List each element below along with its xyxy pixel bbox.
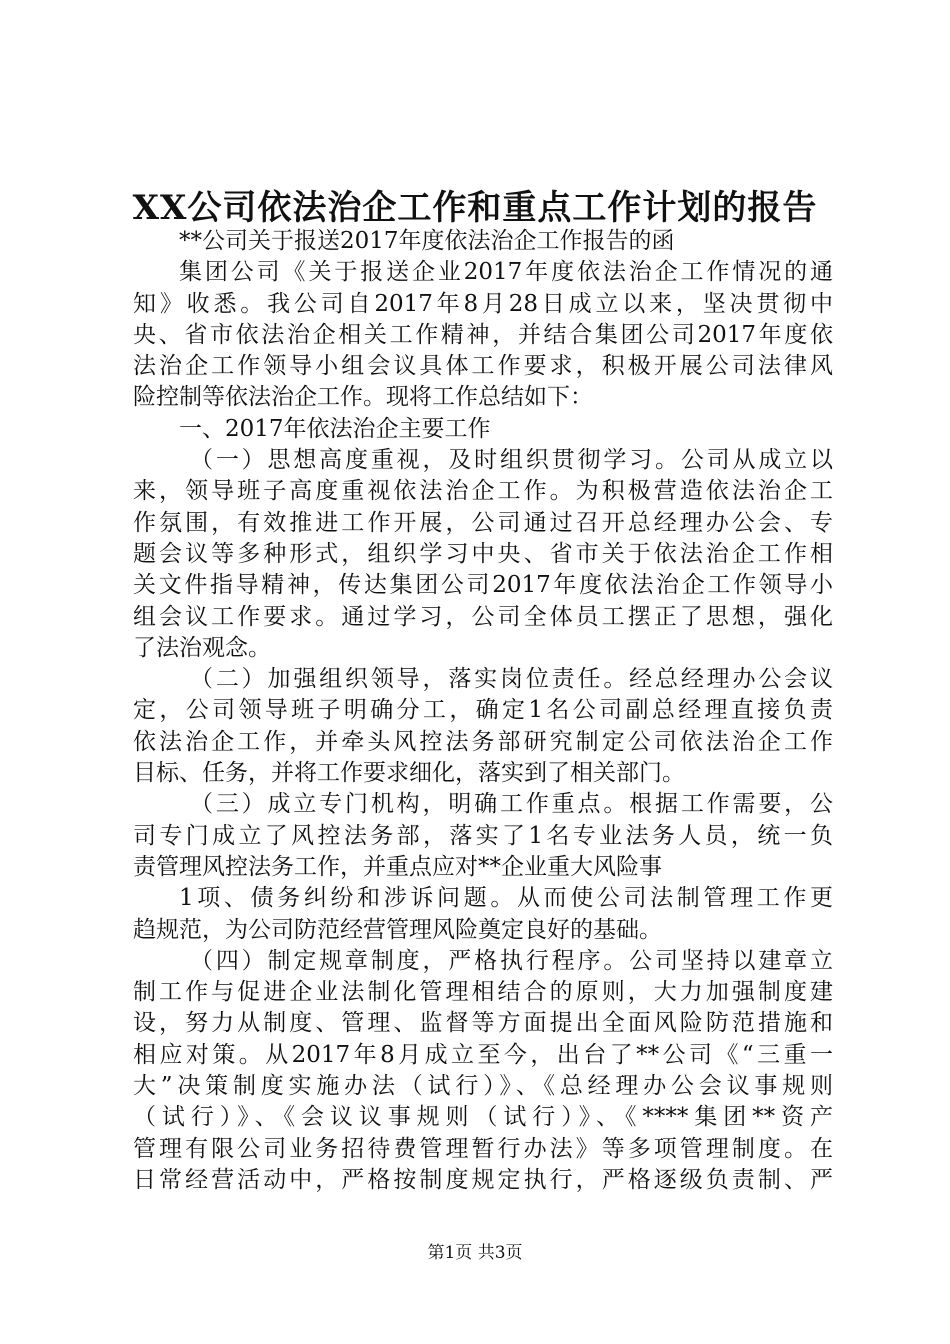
paragraph-line: 设，努力从制度、管理、监督等方面提出全面风险防范措施和 xyxy=(133,1010,833,1037)
paragraph-line: 日常经营活动中，严格按制度规定执行，严格逐级负责制、严 xyxy=(133,1166,833,1193)
paragraph-line: 管理有限公司业务招待费管理暂行办法》等多项管理制度。在 xyxy=(133,1135,833,1162)
document-title: XX公司依法治企工作和重点工作计划的报告 xyxy=(132,188,818,228)
paragraph-line: 知》收悉。我公司自2017年8月28日成立以来，坚决贯彻中 xyxy=(133,290,833,317)
paragraph-line: 央、省市依法治企相关工作精神，并结合集团公司2017年度依 xyxy=(133,321,833,348)
paragraph-line: 大”决策制度实施办法（试行）》、《总经理办公会议事规则 xyxy=(133,1073,833,1100)
section-heading: 一、2017年依法治企主要工作 xyxy=(179,415,491,442)
paragraph-line: 依法治企工作，并牵头风控法务部研究制定公司依法治企工作 xyxy=(133,728,833,755)
paragraph-line: 相应对策。从2017年8月成立至今，出台了**公司《“三重一 xyxy=(133,1041,833,1068)
paragraph-line: 作氛围，有效推进工作开展，公司通过召开总经理办公会、专 xyxy=(133,509,833,536)
document-body xyxy=(133,226,833,1196)
paragraph-line: 责管理风控法务工作，并重点应对**企业重大风险事 xyxy=(133,853,662,880)
paragraph-line: 趋规范，为公司防范经营管理风险奠定良好的基础。 xyxy=(133,916,662,943)
paragraph-line: （一）思想高度重视，及时组织贯彻学习。公司从成立以 xyxy=(190,447,833,474)
paragraph-line: （试行）》、《会议议事规则（试行）》、《****集团**资产 xyxy=(133,1104,833,1131)
paragraph-line: 定，公司领导班子明确分工，确定1名公司副总经理直接负责 xyxy=(133,697,833,724)
subject-line: **公司关于报送2017年度依法治企工作报告的函 xyxy=(179,228,675,254)
paragraph-line: （二）加强组织领导，落实岗位责任。经总经理办公会议 xyxy=(190,666,833,693)
paragraph-line: 关文件指导精神，传达集团公司2017年度依法治企工作领导小 xyxy=(133,572,833,599)
paragraph-line: 了法治观念。 xyxy=(133,634,271,661)
paragraph-line: 题会议等多种形式，组织学习中央、省市关于依法治企工作相 xyxy=(133,540,833,567)
paragraph-line: 目标、任务，并将工作要求细化，落实到了相关部门。 xyxy=(133,760,685,787)
page-number-footer: 第1页 共3页 xyxy=(427,1243,523,1263)
paragraph-line: 法治企工作领导小组会议具体工作要求，积极开展公司法律风 xyxy=(133,353,833,380)
paragraph-line: 1项、债务纠纷和涉诉问题。从而使公司法制管理工作更 xyxy=(179,885,833,912)
paragraph-line: 集团公司《关于报送企业2017年度依法治企工作情况的通 xyxy=(179,259,833,286)
paragraph-line: 司专门成立了风控法务部，落实了1名专业法务人员，统一负 xyxy=(133,822,833,849)
paragraph-line: 险控制等依法治企工作。现将工作总结如下： xyxy=(133,384,593,411)
paragraph-line: 组会议工作要求。通过学习，公司全体员工摆正了思想，强化 xyxy=(133,603,833,630)
paragraph-line: （三）成立专门机构，明确工作重点。根据工作需要，公 xyxy=(190,791,833,818)
paragraph-line: 来，领导班子高度重视依法治企工作。为积极营造依法治企工 xyxy=(133,478,833,505)
paragraph-line: （四）制定规章制度，严格执行程序。公司坚持以建章立 xyxy=(190,947,833,974)
paragraph-line: 制工作与促进企业法制化管理相结合的原则，大力加强制度建 xyxy=(133,979,833,1006)
